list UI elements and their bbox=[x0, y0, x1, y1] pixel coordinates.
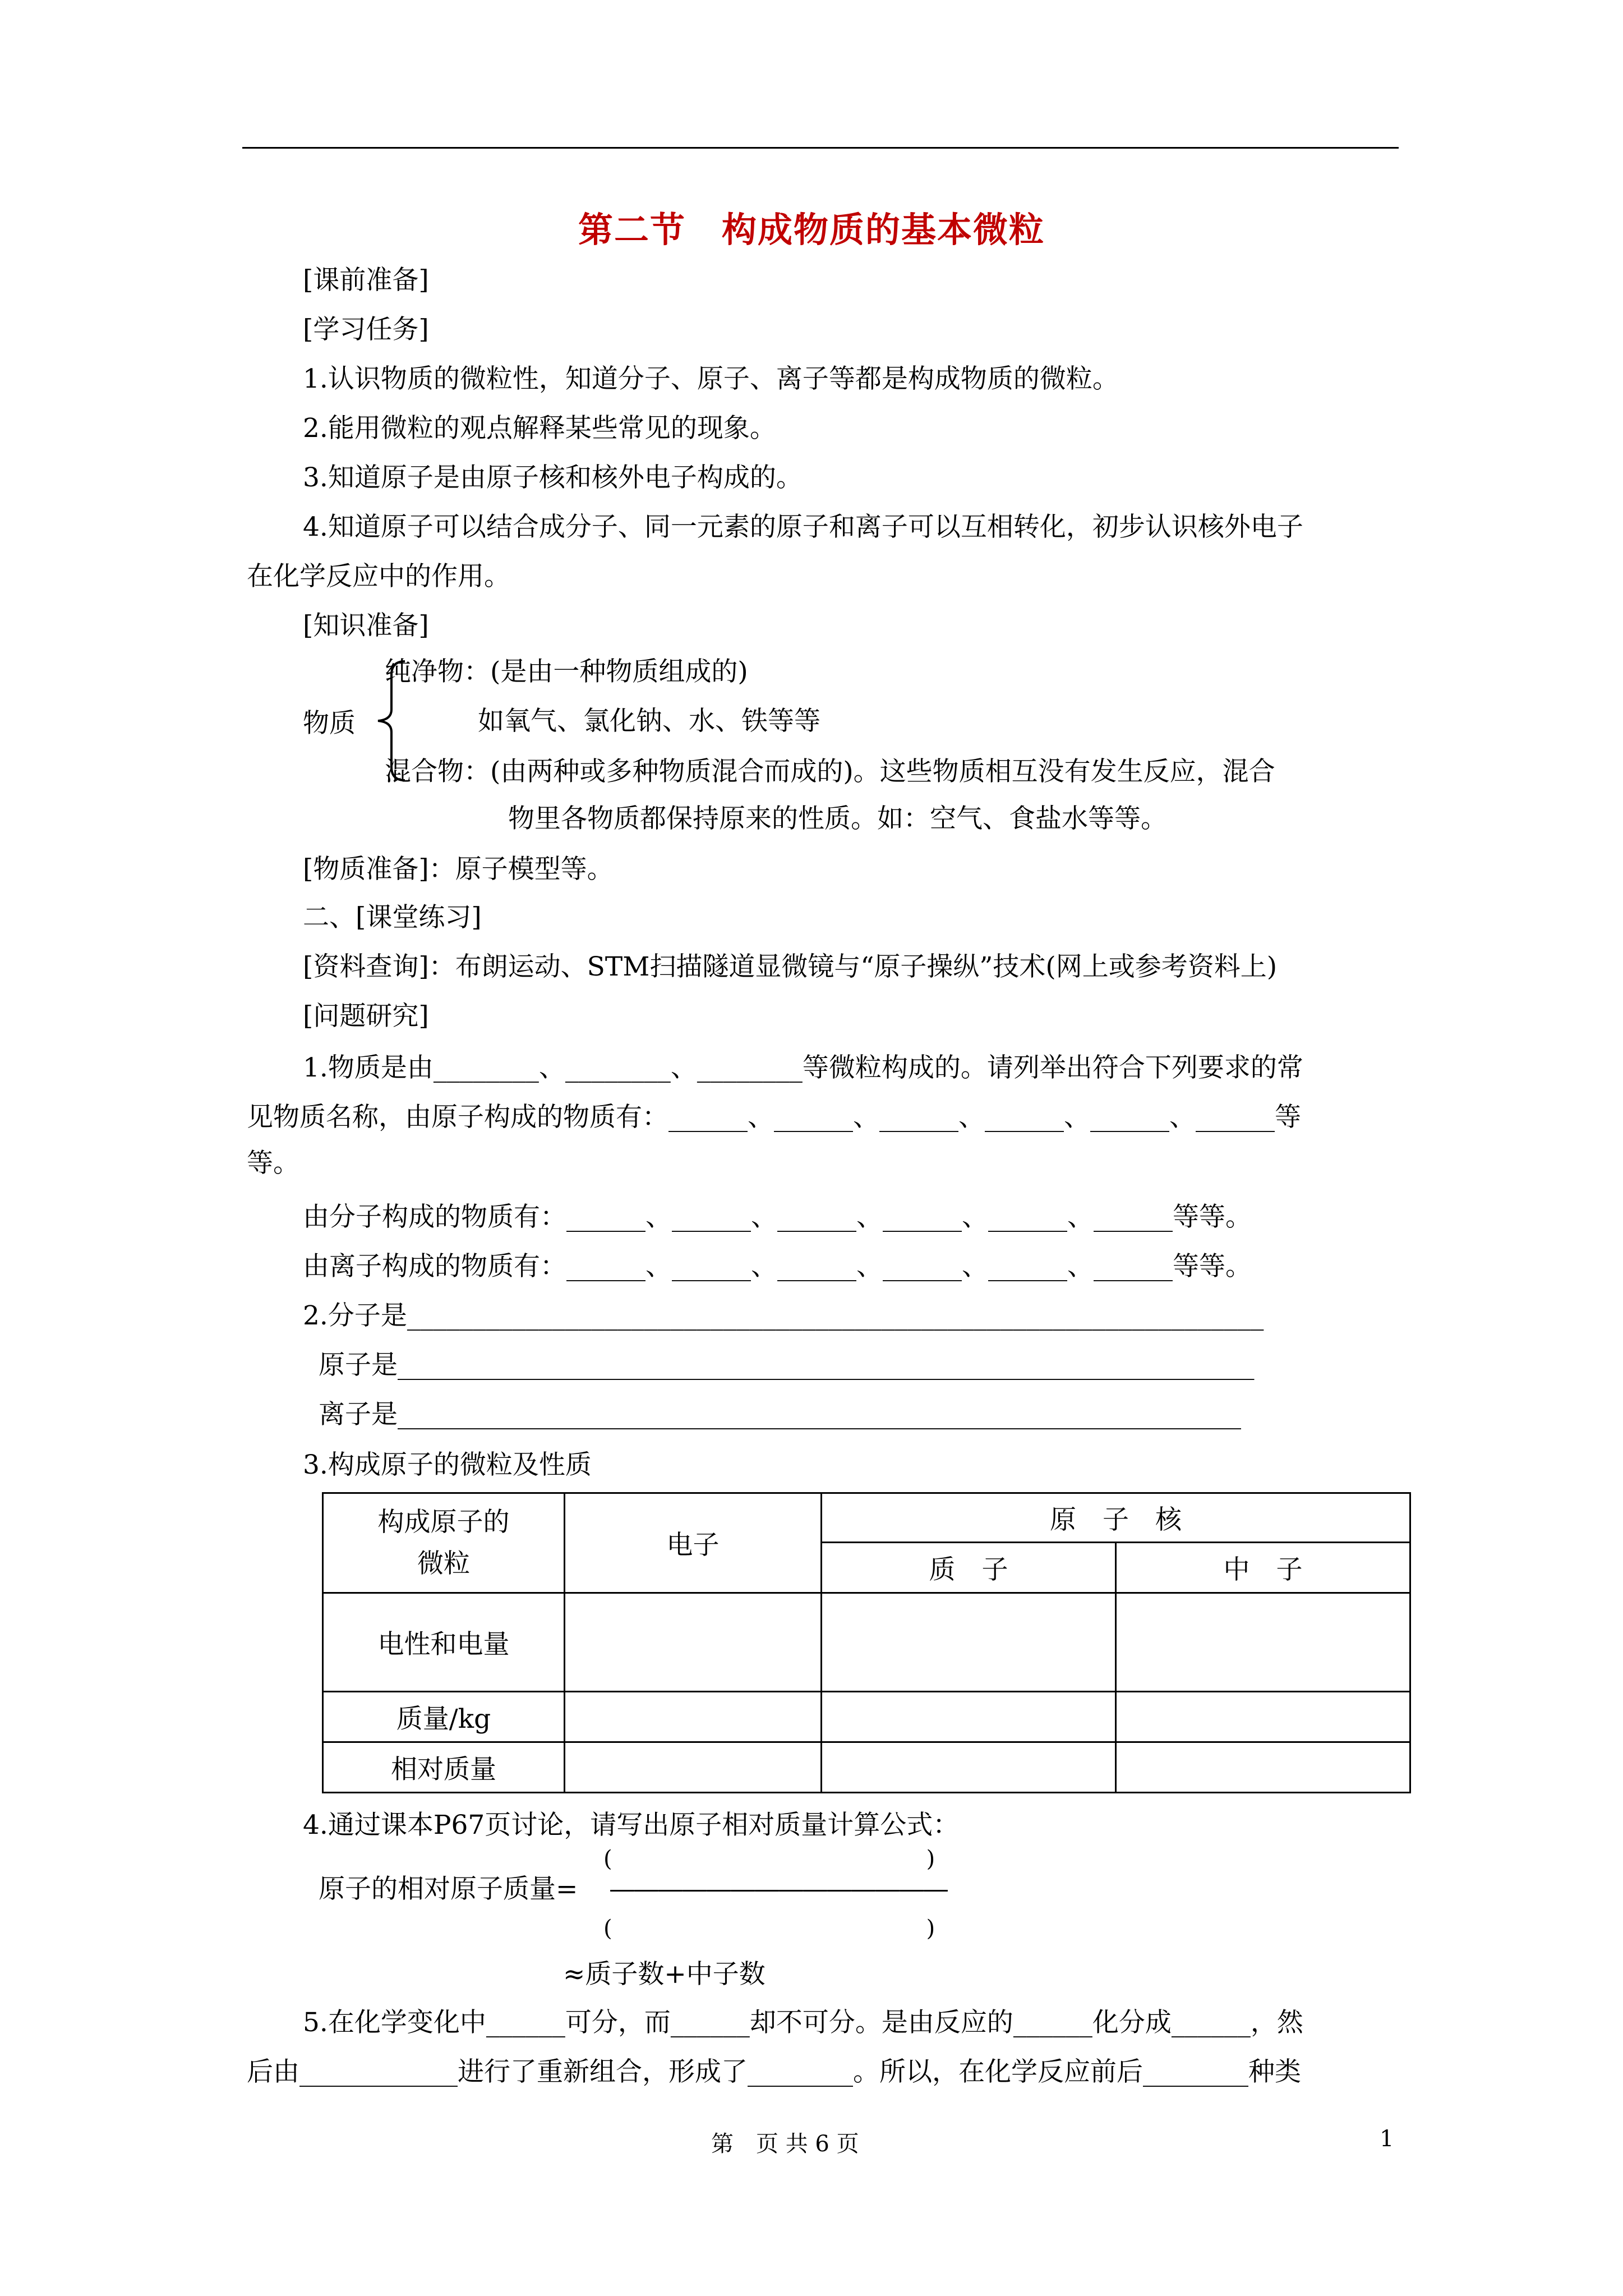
formula-numerator: ( ) bbox=[603, 1846, 935, 1872]
section-research: [问题研究] bbox=[303, 1001, 429, 1032]
table-row bbox=[323, 1742, 1410, 1793]
table-cell[interactable] bbox=[1116, 1593, 1410, 1692]
question-1-molecules: 由分子构成的物质有：______、______、______、______、______、______等等。 bbox=[303, 1202, 1252, 1232]
formula-approx: ≈质子数+中子数 bbox=[563, 1959, 766, 1990]
table-cell[interactable] bbox=[1116, 1692, 1410, 1742]
pure-examples: 如氧气、氯化钠、水、铁等等 bbox=[478, 706, 820, 737]
task-2: 2.能用微粒的观点解释某些常见的现象。 bbox=[303, 413, 776, 444]
mixture: 混合物：(由两种或多种物质混合而成的)。这些物质相互没有发生反应，混合 bbox=[385, 756, 1275, 787]
page-number: 1 bbox=[1380, 2126, 1394, 2152]
formula-denominator: ( ) bbox=[603, 1916, 935, 1941]
row-label-mass: 质量/kg bbox=[323, 1692, 565, 1742]
section-class: 二、[课堂练习] bbox=[303, 902, 482, 933]
table-cell[interactable] bbox=[822, 1742, 1116, 1793]
question-3: 3.构成原子的微粒及性质 bbox=[303, 1450, 592, 1480]
row-label-charge: 电性和电量 bbox=[323, 1593, 565, 1692]
pure-substance: 纯净物：(是由一种物质组成的) bbox=[385, 656, 748, 687]
table-cell[interactable] bbox=[565, 1593, 822, 1692]
page-footer: 第 页 共 6 页 bbox=[711, 2131, 859, 2157]
table-header-neutron: 中 子 bbox=[1116, 1543, 1410, 1593]
question-5-cont: 后由____________进行了重新组合，形成了________。所以，在化学反应前后________种类 bbox=[247, 2056, 1301, 2087]
header-rule bbox=[242, 147, 1399, 149]
section-task: [学习任务] bbox=[303, 314, 429, 345]
table-header-proton: 质 子 bbox=[822, 1543, 1116, 1593]
question-5: 5.在化学变化中______可分，而______却不可分。是由反应的______化分成______，然 bbox=[303, 2007, 1303, 2038]
task-4-cont: 在化学反应中的作用。 bbox=[247, 561, 510, 592]
question-1-cont: 见物质名称，由原子构成的物质有：______、______、______、______、______、______等 bbox=[247, 1102, 1301, 1133]
question-1-end: 等。 bbox=[247, 1148, 299, 1179]
table-row bbox=[323, 1593, 1410, 1692]
formula-fraction-line: —————————————— bbox=[609, 1874, 947, 1904]
section-knowledge: [知识准备] bbox=[303, 610, 429, 641]
table-cell[interactable] bbox=[822, 1692, 1116, 1742]
task-3: 3.知道原子是由原子核和核外电子构成的。 bbox=[303, 462, 803, 493]
task-4: 4.知道原子可以结合成分子、同一元素的原子和离子可以互相转化，初步认识核外电子 bbox=[303, 512, 1303, 542]
question-2-atom: 原子是_________________________________________________________________ bbox=[319, 1350, 1255, 1381]
question-2-ion: 离子是________________________________________________________________ bbox=[319, 1399, 1241, 1430]
row-label-relative-mass: 相对质量 bbox=[323, 1742, 565, 1793]
table-header-nucleus: 原 子 核 bbox=[822, 1493, 1410, 1543]
matter-label: 物质 bbox=[303, 708, 356, 739]
question-2-molecule: 2.分子是_________________________________________________________________ bbox=[303, 1300, 1264, 1331]
question-1: 1.物质是由________、________、________等微粒构成的。请列举出符合下列要求的常 bbox=[303, 1052, 1303, 1083]
task-1: 1.认识物质的微粒性，知道分子、原子、离子等都是构成物质的微粒。 bbox=[303, 364, 1119, 394]
table-cell[interactable] bbox=[565, 1742, 822, 1793]
materials-prep: [物质准备]：原子模型等。 bbox=[303, 854, 614, 885]
atom-particle-table bbox=[322, 1492, 1411, 1793]
resource-lookup: [资料查询]：布朗运动、STM扫描隧道显微镜与“原子操纵”技术(网上或参考资料上) bbox=[303, 951, 1278, 982]
table-row bbox=[323, 1692, 1410, 1742]
section-prep: [课前准备] bbox=[303, 265, 429, 296]
page-title: 第二节 构成物质的基本微粒 bbox=[578, 209, 1045, 250]
table-cell[interactable] bbox=[1116, 1742, 1410, 1793]
table-header-particle: 构成原子的 微粒 bbox=[323, 1493, 565, 1593]
mixture-cont: 物里各物质都保持原来的性质。如：空气、食盐水等等。 bbox=[508, 803, 1167, 834]
question-4: 4.通过课本P67页讨论，请写出原子相对质量计算公式： bbox=[303, 1810, 960, 1841]
table-cell[interactable] bbox=[565, 1692, 822, 1742]
question-1-ions: 由离子构成的物质有：______、______、______、______、______、______等等。 bbox=[303, 1251, 1252, 1282]
formula-label: 原子的相对原子质量= bbox=[319, 1874, 578, 1904]
table-cell[interactable] bbox=[822, 1593, 1116, 1692]
table-header-electron: 电子 bbox=[565, 1493, 822, 1593]
